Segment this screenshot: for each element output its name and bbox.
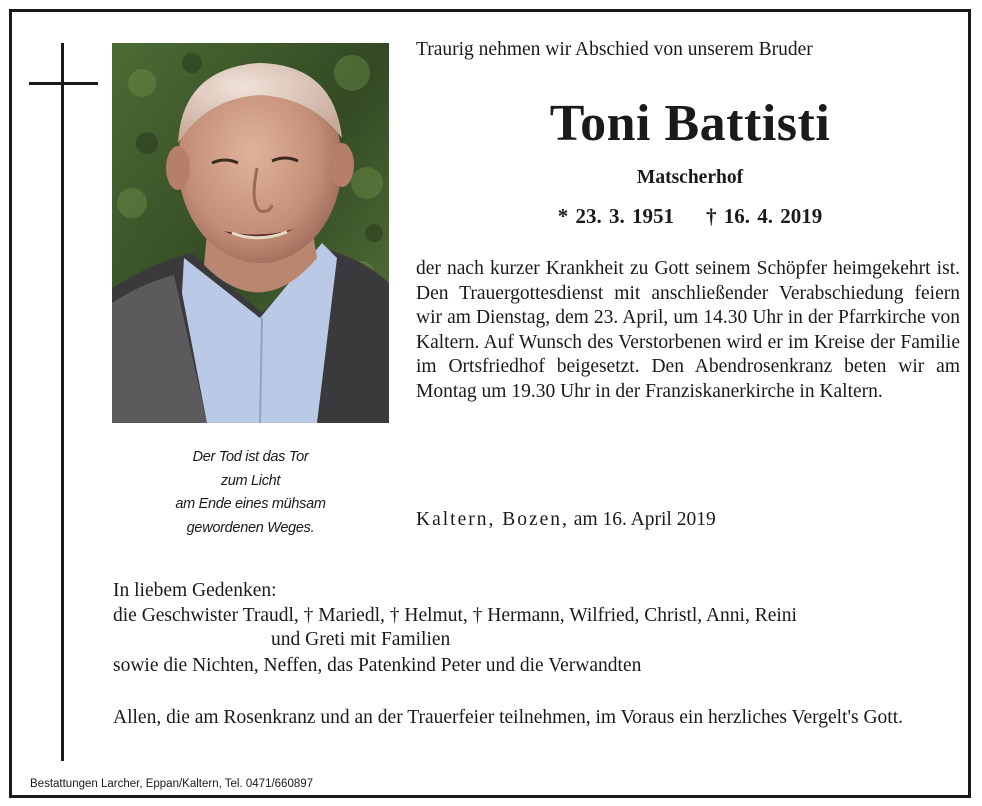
mourners-line: die Geschwister Traudl, † Mariedl, † Helmut, † Hermann, Wilfried, Christl, Anni, Reini xyxy=(113,605,797,626)
memorial-quote xyxy=(112,446,389,540)
intro-line: Traurig nehmen wir Abschied von unserem Bruder xyxy=(416,39,813,60)
cross-icon xyxy=(61,43,64,761)
memory-title: In liebem Gedenken: xyxy=(113,580,277,601)
cross-icon-bar xyxy=(29,82,98,85)
mourners-line: und Greti mit Familien xyxy=(271,629,451,650)
place: Kaltern, Bozen, xyxy=(416,509,569,530)
announcement-body: der nach kurzer Krankheit zu Gott seinem Schöpfer heimgekehrt ist. Den Trauergottesdienst mit anschließender Verabschiedung feiern wir am Dienstag, dem 23. April, um 14.30 Uhr in der Pfarrkirche von Kaltern. Auf Wunsch des Verstorbenen wird er im Kreise der Familie im Ortsfriedhof beigesetzt. Den Abendrosenkranz beten wir am Montag um 19.30 Uhr in der Franziskanerkirche in Kaltern. xyxy=(416,258,960,402)
thanks-text: Allen, die am Rosenkranz und an der Trauerfeier teilnehmen, im Voraus ein herzliches Vergelt's Gott. xyxy=(113,707,903,728)
portrait-photo xyxy=(112,43,389,423)
quote-line: am Ende eines mühsam xyxy=(175,496,326,512)
quote-line: gewordenen Weges. xyxy=(186,519,315,536)
obituary-notice xyxy=(9,9,971,798)
life-dates xyxy=(416,204,964,229)
place-and-date xyxy=(416,509,716,531)
notice-date: am 16. April 2019 xyxy=(573,509,716,530)
quote-line: zum Licht xyxy=(220,472,281,489)
farm-name: Matscherhof xyxy=(636,167,744,188)
deceased-name: Toni Battisti xyxy=(549,95,831,152)
birth-date: * 23. 3. 1951 xyxy=(557,204,674,228)
funeral-home-footer: Bestattungen Larcher, Eppan/Kaltern, Tel. 0471/660897 xyxy=(30,778,314,790)
mourners-line: sowie die Nichten, Neffen, das Patenkind Peter und die Verwandten xyxy=(113,655,642,676)
death-date: † 16. 4. 2019 xyxy=(706,204,823,228)
quote-line: Der Tod ist das Tor xyxy=(192,449,309,465)
